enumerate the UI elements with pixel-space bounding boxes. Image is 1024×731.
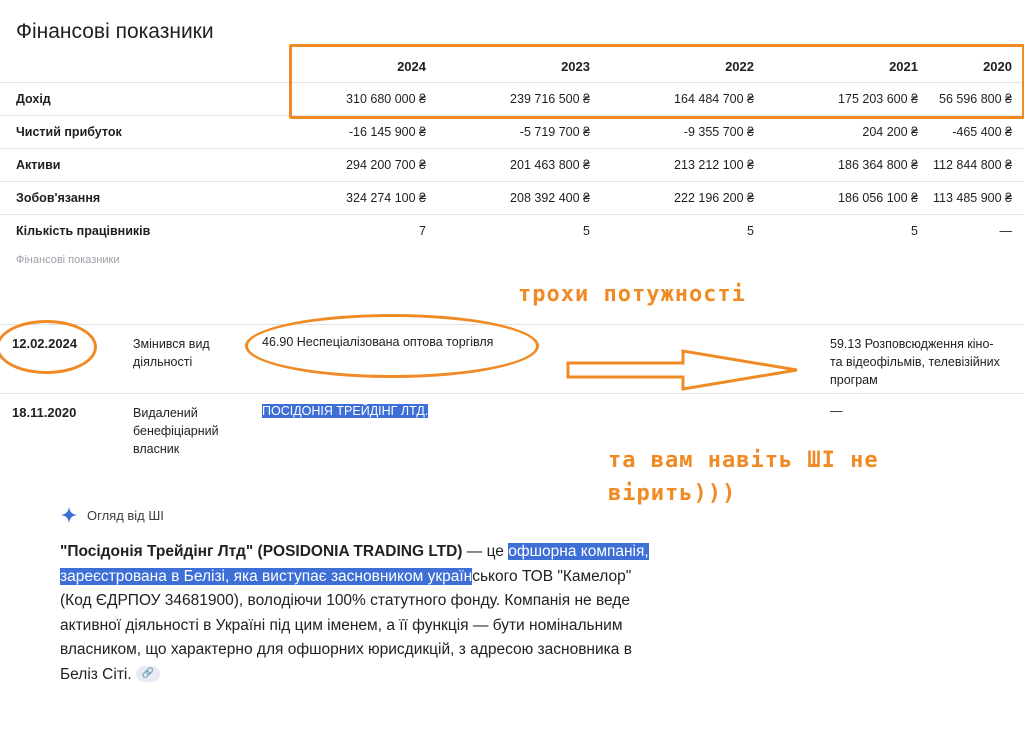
- year-header: 2022: [604, 50, 768, 83]
- cell-value: 239 716 500 ₴: [440, 83, 604, 116]
- table-row: [0, 182, 1024, 215]
- table-row: [0, 149, 1024, 182]
- cell-value: 186 056 100 ₴: [768, 182, 932, 215]
- cell-value: 201 463 800 ₴: [440, 149, 604, 182]
- table-row: [0, 215, 1024, 248]
- ai-overview-title: Огляд від ШІ: [87, 507, 164, 523]
- cell-value: 324 274 100 ₴: [276, 182, 440, 215]
- cell-value: 5: [911, 224, 918, 238]
- row-label: Чистий прибуток: [0, 116, 276, 149]
- activity-new-value: —: [830, 404, 843, 418]
- arrow-right-icon: [565, 348, 805, 392]
- financials-title: Фінансові показники: [16, 20, 214, 43]
- divider: [0, 324, 1024, 325]
- annotation-line: вірить))): [608, 481, 737, 506]
- cell-value: -465 400 ₴: [932, 116, 1024, 149]
- cell-value: -16 145 900 ₴: [276, 116, 440, 149]
- cell-value: 310 680 000 ₴: [276, 83, 440, 116]
- header-empty: [0, 50, 276, 83]
- cell-value: 5: [583, 224, 590, 238]
- year-header: 2023: [440, 50, 604, 83]
- ai-overview-text: [60, 540, 660, 687]
- cell-value: 222 196 200 ₴: [604, 182, 768, 215]
- cell-value: 5: [747, 224, 754, 238]
- cell-value: 186 364 800 ₴: [768, 149, 932, 182]
- cell-value: —: [999, 224, 1012, 238]
- cell-value: 208 392 400 ₴: [440, 182, 604, 215]
- year-header: 2021: [768, 50, 932, 83]
- activity-new-value: 59.13 Розповсюдження кіно-та відеофільмів, телевізійних програм: [830, 337, 1000, 387]
- row-label: Дохід: [0, 83, 276, 116]
- date-circle-annotation: [0, 320, 97, 374]
- cell-value: -5 719 700 ₴: [440, 116, 604, 149]
- cell-value: 204 200 ₴: [768, 116, 932, 149]
- annotation-line: та вам навіть ШІ не: [608, 448, 879, 473]
- annotation-text-power: трохи потужності: [518, 282, 746, 307]
- cell-value: 7: [419, 224, 426, 238]
- activity-date: 12.02.2024: [12, 336, 78, 351]
- row-label: Кількість працівників: [16, 224, 151, 238]
- text-connector: — це: [462, 543, 509, 560]
- link-icon[interactable]: 🔗: [136, 666, 160, 682]
- cell-value: 294 200 700 ₴: [276, 149, 440, 182]
- cell-value: 164 484 700 ₴: [604, 83, 768, 116]
- year-header: 2024: [276, 50, 440, 83]
- highlighted-owner-name: ПОСІДОНІЯ ТРЕЙДІНГ ЛТД.: [262, 404, 429, 418]
- annotation-text-ai: [608, 444, 879, 510]
- financials-caption: Фінансові показники: [16, 254, 120, 264]
- activity-circle-annotation: [245, 314, 539, 378]
- cell-value: 56 596 800 ₴: [932, 83, 1024, 116]
- activity-event: Змінився вид діяльності: [133, 337, 210, 369]
- body-text: ського ТОВ "Камелор" (Код ЄДРПОУ 34681900), володіючи 100% статутного фонду. Компанія не веде активної діяльності в Україні під цим іменем, а її функція — бути номінальним власником, що характерно для офшорних юрисдикцій, з адресою засновника в Беліз Сіті.: [60, 567, 632, 683]
- ai-overview-header: [60, 506, 164, 524]
- row-label: Зобов'язання: [0, 182, 276, 215]
- activity-event: Видалений бенефіціарний власник: [133, 406, 219, 456]
- company-name: "Посідонія Трейдінг Лтд" (POSIDONIA TRADING LTD): [60, 543, 463, 560]
- cell-value: 112 844 800 ₴: [932, 149, 1024, 182]
- activity-date: 18.11.2020: [12, 405, 77, 420]
- row-label: Активи: [0, 149, 276, 182]
- cell-value: -9 355 700 ₴: [604, 116, 768, 149]
- activity-old-value: [262, 404, 428, 418]
- table-row: [0, 116, 1024, 149]
- activity-old-value: 46.90 Неспеціалізована оптова торгівля: [262, 335, 494, 349]
- year-header: 2020: [932, 50, 1024, 83]
- highlighted-text: офшорна компанія, зареєстрована в Белізі, яка виступає засновником україн: [60, 543, 649, 585]
- cell-value: 175 203 600 ₴: [768, 83, 932, 116]
- divider: [0, 393, 1024, 394]
- sparkle-icon: [60, 506, 78, 524]
- revenue-highlight-box: [289, 44, 1024, 119]
- cell-value: 213 212 100 ₴: [604, 149, 768, 182]
- cell-value: 113 485 900 ₴: [932, 182, 1024, 215]
